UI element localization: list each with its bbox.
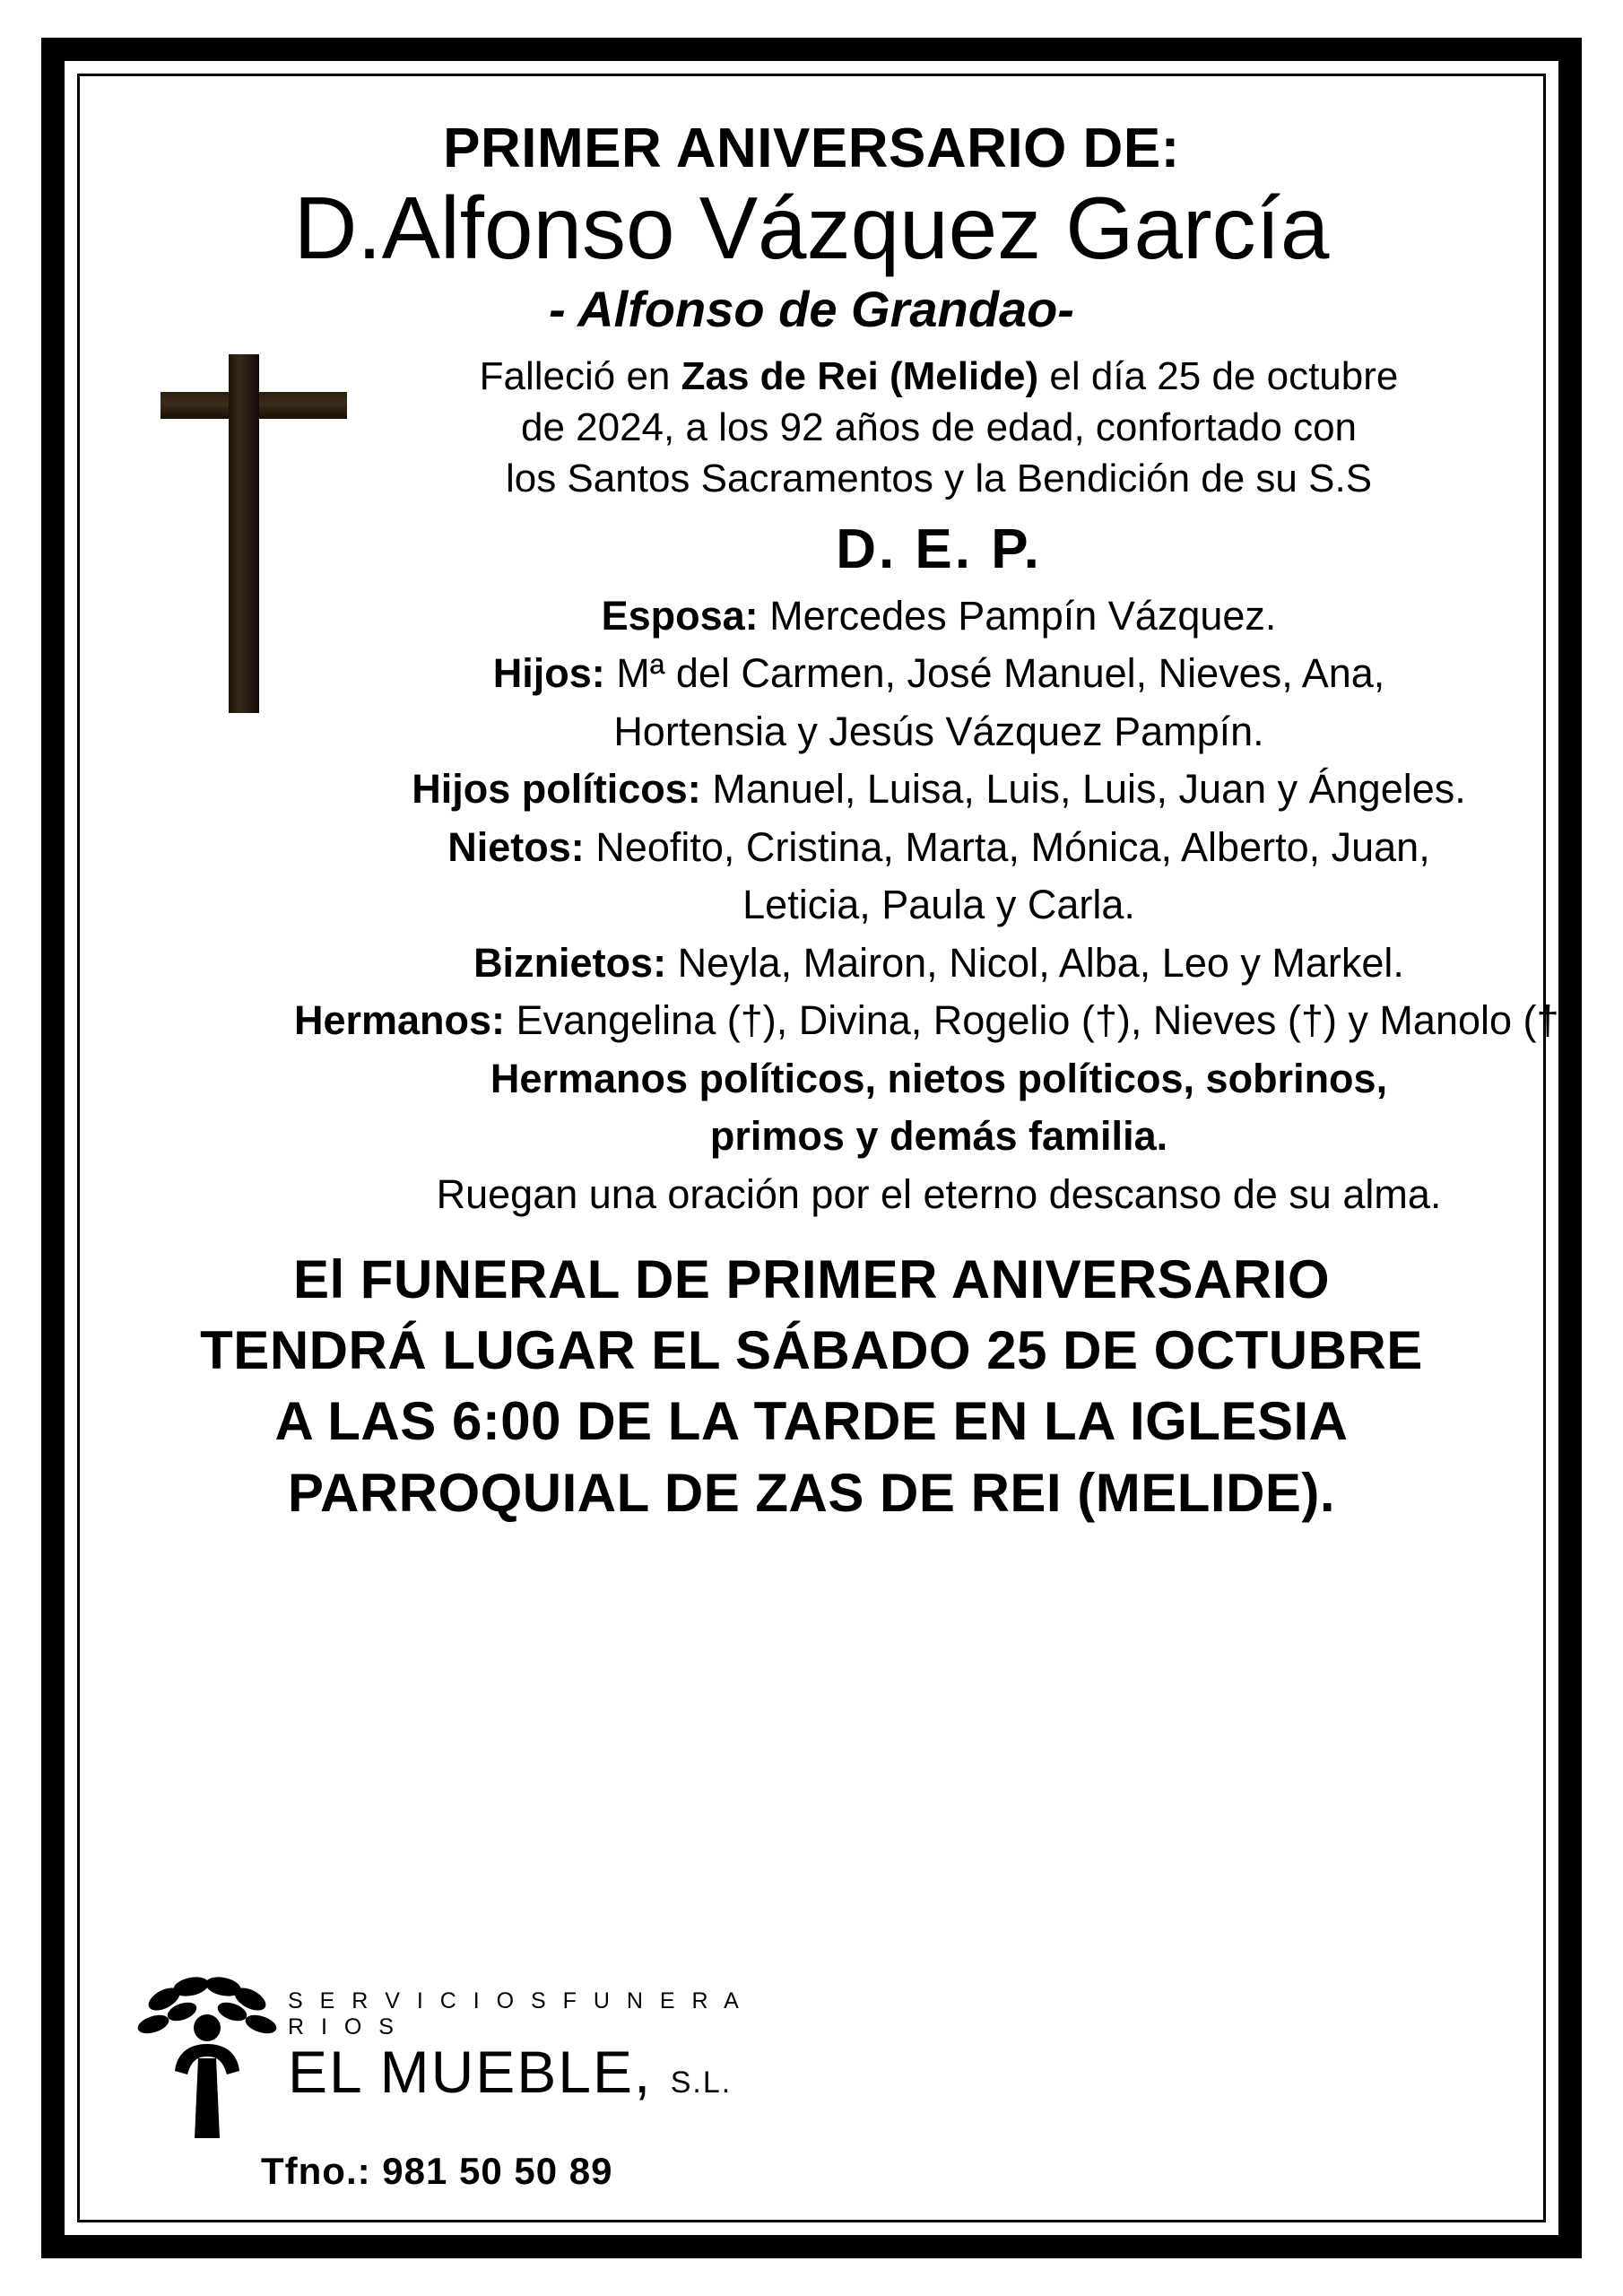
tree-person-logo-icon [132, 1972, 284, 2138]
family-label: Hijos: [492, 650, 605, 697]
family-label: Biznietos: [473, 939, 667, 986]
funeral-notice-line: El FUNERAL DE PRIMER ANIVERSARIO [292, 1249, 1331, 1310]
family-names: Mª del Carmen, José Manuel, Nieves, Ana, [604, 650, 1385, 697]
family-line [143, 937, 1623, 990]
dep-label: D. E. P. [836, 517, 1042, 580]
family-extra-line: Hermanos políticos, nietos políticos, sobrinos, [490, 1055, 1388, 1101]
family-names: Manuel, Luisa, Luis, Luis, Juan y Ángeles. [700, 766, 1466, 813]
funeral-home-name-block [288, 1988, 754, 2105]
funeral-notice-line: PARROQUIAL DE ZAS DE REI (MELIDE). [287, 1462, 1336, 1523]
death-info-line1-pre: Falleció en [479, 354, 681, 398]
services-label: S E R V I C I O S F U N E R A R I O S [288, 1988, 743, 2039]
funeral-home-logo [126, 1972, 754, 2138]
anniversary-heading: PRIMER ANIVERSARIO DE: [443, 117, 1180, 179]
death-info [379, 351, 1498, 505]
company-name [288, 2039, 754, 2105]
phone-number: Tfno.: 981 50 50 89 [261, 2150, 613, 2192]
death-info-line3: los Santos Sacramentos y la Bendición de su S.S [505, 457, 1373, 501]
family-names: Leticia, Paula y Carla. [742, 882, 1135, 928]
family-names: Neyla, Mairon, Nicol, Alba, Leo y Markel. [666, 939, 1404, 986]
cross-icon [121, 345, 381, 722]
funeral-home-footer [126, 1972, 754, 2196]
funeral-notice [137, 1244, 1486, 1528]
deceased-nickname: - Alfonso de Grandao- [549, 281, 1074, 337]
deceased-name: D.Alfonso Vázquez García [293, 178, 1330, 278]
family-label: Hijos políticos: [412, 766, 701, 813]
company-name-text: EL MUEBLE, [288, 2039, 653, 2105]
family-names: Hortensia y Jesús Vázquez Pampín. [613, 708, 1264, 754]
family-line [143, 995, 1623, 1048]
family-line [143, 879, 1623, 932]
death-details-block [293, 351, 1584, 1221]
family-names: Evangelina (†), Divina, Rogelio (†), Nieves (†) y Manolo (†). [505, 997, 1584, 1044]
prayer-text: Ruegan una oración por el eterno descanso de su alma. [436, 1170, 1442, 1217]
death-info-line1-post: el día 25 de octubre [1038, 354, 1399, 398]
family-line [143, 822, 1623, 874]
family-label: Esposa: [601, 592, 759, 639]
company-suffix: S.L. [670, 2066, 733, 2100]
family-label: Nietos: [447, 823, 585, 870]
family-line [143, 763, 1623, 816]
death-info-line2: de 2024, a los 92 años de edad, confortado con [520, 405, 1358, 450]
card-inner-frame [77, 74, 1584, 2222]
funeral-notice-line: A LAS 6:00 DE LA TARDE EN LA IGLESIA [274, 1391, 1349, 1452]
death-place: Zas de Rei (Melide) [681, 354, 1039, 398]
family-label: Hermanos: [293, 997, 506, 1044]
family-extra-line: primos y demás familia. [709, 1113, 1168, 1160]
family-names: Neofito, Cristina, Marta, Mónica, Alberto, Juan, [584, 823, 1430, 870]
family-names: Mercedes Pampín Vázquez. [758, 592, 1277, 639]
funeral-notice-line: TENDRÁ LUGAR EL SÁBADO 25 DE OCTUBRE [200, 1320, 1423, 1381]
card-outer-frame [41, 38, 1582, 2258]
